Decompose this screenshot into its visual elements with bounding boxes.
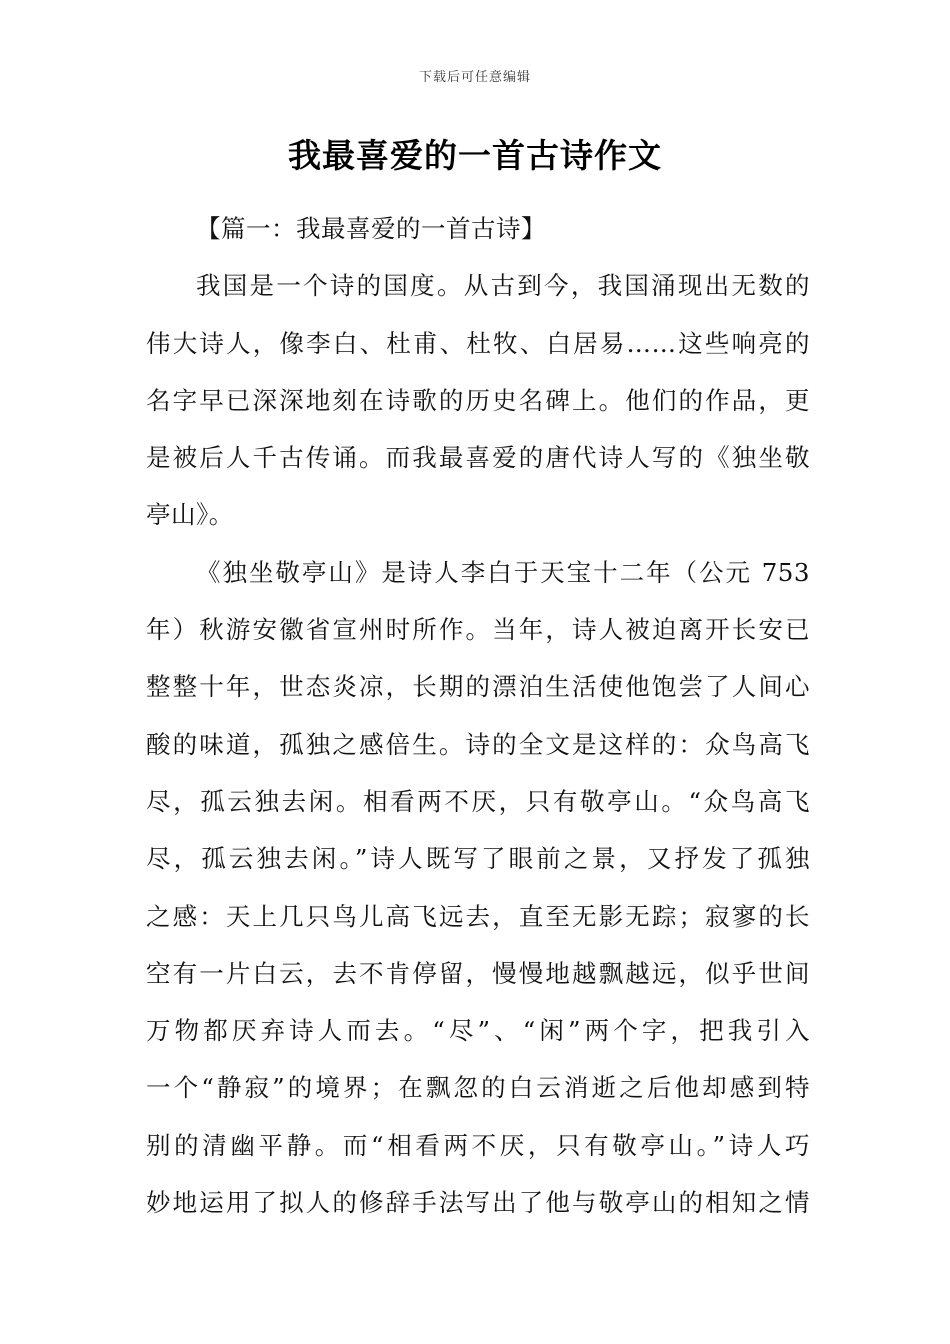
paragraph-line: 一个“静寂”的境界；在飘忽的白云消逝之后他却感到特 (146, 1073, 810, 1103)
paragraph-line: 是被后人千古传诵。而我最喜爱的唐代诗人写的《独坐敬 (146, 443, 810, 473)
header-note: 下载后可任意编辑 (418, 70, 531, 85)
paragraph-line: 空有一片白云，去不肯停留，慢慢地越飘越远，似乎世间 (146, 958, 810, 988)
section-heading: 【篇一：我最喜爱的一首古诗】 (196, 214, 546, 243)
paragraph-line: 尽，孤云独去闲。”诗人既写了眼前之景，又抒发了孤独 (146, 844, 810, 874)
paragraph-line: 我国是一个诗的国度。从古到今，我国涌现出无数的 (196, 271, 810, 301)
paragraph-line: 亭山》。 (146, 500, 234, 530)
paragraph-line: 别的清幽平静。而“相看两不厌，只有敬亭山。”诗人巧 (146, 1130, 810, 1160)
paragraph-line: 名字早已深深地刻在诗歌的历史名碑上。他们的作品，更 (146, 385, 810, 415)
paragraph-line: 伟大诗人，像李白、杜甫、杜牧、白居易……这些响亮的 (146, 328, 810, 358)
paragraph-line: 酸的味道，孤独之感倍生。诗的全文是这样的：众鸟高飞 (146, 729, 810, 759)
paragraph-line: 年）秋游安徽省宣州时所作。当年，诗人被迫离开长安已 (146, 615, 810, 645)
paragraph-line: 《独坐敬亭山》是诗人李白于天宝十二年（公元 753 (196, 557, 810, 587)
paragraph-line: 妙地运用了拟人的修辞手法写出了他与敬亭山的相知之情 (146, 1188, 810, 1218)
document-body (146, 200, 810, 1231)
paragraph-line: 尽，孤云独去闲。相看两不厌，只有敬亭山。“众鸟高飞 (146, 786, 810, 816)
paragraph-line: 之感：天上几只鸟儿高飞远去，直至无影无踪；寂寥的长 (146, 901, 810, 931)
paragraph-line: 万物都厌弃诗人而去。“尽”、“闲”两个字，把我引入 (146, 1016, 810, 1046)
page-title: 我最喜爱的一首古诗作文 (288, 136, 662, 175)
paragraph-line: 整整十年，世态炎凉，长期的漂泊生活使他饱尝了人间心 (146, 672, 810, 702)
